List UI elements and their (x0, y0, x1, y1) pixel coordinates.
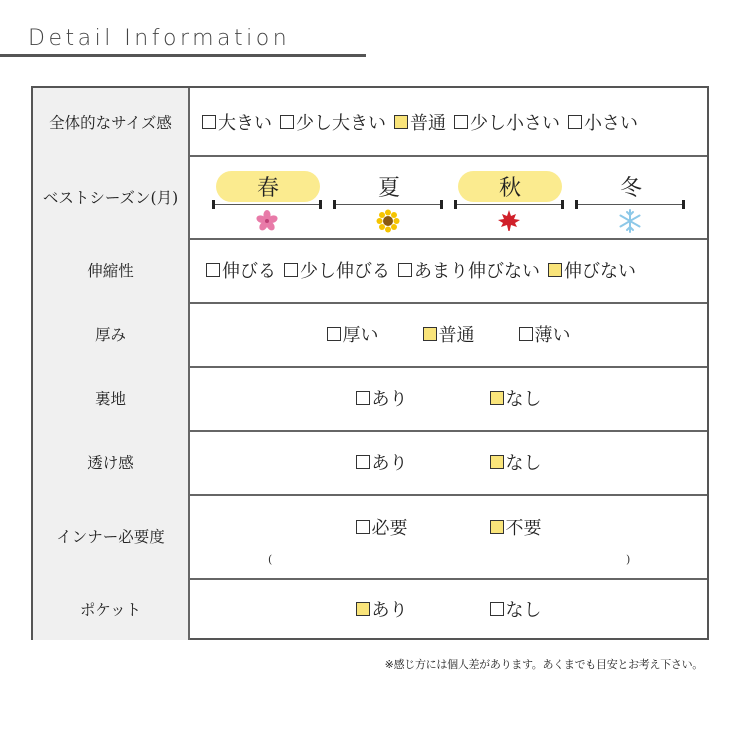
checkbox-checked (394, 115, 408, 129)
season-summer (333, 163, 443, 225)
option-label: 必要 (371, 518, 408, 539)
season-bar (333, 204, 443, 205)
checkbox (284, 263, 298, 277)
season-bar (212, 204, 322, 205)
option-large (202, 109, 272, 135)
row-inner-required (33, 494, 707, 580)
option-not-required (490, 514, 542, 540)
cherry-blossom-icon (255, 209, 279, 233)
row-value (190, 578, 707, 640)
option-slightly-small (454, 109, 560, 135)
option-label: あり (371, 600, 408, 621)
checkbox (568, 115, 582, 129)
season-bar (575, 204, 685, 205)
row-label: 裏地 (33, 366, 190, 430)
option-slightly-large (280, 109, 386, 135)
checkbox-checked (490, 455, 504, 469)
option-label: 伸びる (222, 261, 276, 282)
checkbox-checked (356, 602, 370, 616)
paren-open: ( (268, 553, 273, 566)
checkbox (519, 327, 533, 341)
option-yes (356, 596, 408, 622)
season-spring (212, 163, 322, 225)
option-no-stretch (548, 257, 636, 283)
maple-leaf-icon (497, 209, 521, 233)
disclaimer-note: ※感じ方には個人差があります。あくまでも目安とお考え下さい。 (384, 658, 703, 671)
option-label: なし (505, 453, 542, 474)
option-label: あり (371, 389, 408, 410)
option-thin (519, 321, 571, 347)
season-label: 秋 (458, 171, 562, 202)
option-small (568, 109, 638, 135)
option-barely-stretches (398, 257, 540, 283)
row-value (190, 88, 707, 155)
option-label: 薄い (534, 325, 571, 346)
row-lining (33, 366, 707, 432)
option-required (356, 514, 408, 540)
option-stretches (206, 257, 276, 283)
checkbox (356, 391, 370, 405)
option-label: 少し大きい (296, 112, 386, 134)
checkbox-checked (490, 391, 504, 405)
checkbox-checked (548, 263, 562, 277)
option-label: なし (505, 600, 542, 621)
option-label: 少し伸びる (300, 261, 390, 282)
option-normal (423, 321, 475, 347)
option-label: 少し小さい (470, 112, 560, 134)
season-label: 夏 (377, 176, 400, 201)
row-value (190, 238, 707, 302)
row-label: 伸縮性 (33, 238, 190, 302)
row-label: ポケット (33, 578, 190, 640)
option-label: 不要 (505, 518, 542, 539)
row-value (190, 494, 707, 578)
row-value (190, 155, 707, 238)
option-yes (356, 449, 408, 475)
paren-close: ) (626, 553, 631, 566)
option-label: 伸びない (564, 261, 636, 282)
spec-table (31, 86, 709, 640)
checkbox (280, 115, 294, 129)
row-value (190, 302, 707, 366)
row-label: 透け感 (33, 430, 190, 494)
row-see-through (33, 430, 707, 496)
checkbox (356, 520, 370, 534)
row-thickness (33, 302, 707, 368)
checkbox (490, 602, 504, 616)
option-label: あり (371, 453, 408, 474)
row-size-feel (33, 88, 707, 157)
row-value (190, 366, 707, 430)
row-label: 全体的なサイズ感 (33, 88, 190, 155)
checkbox (202, 115, 216, 129)
row-label: ベストシーズン(月) (33, 155, 190, 238)
season-label: 春 (216, 171, 320, 202)
option-slightly-stretches (284, 257, 390, 283)
row-pocket (33, 578, 707, 640)
season-bar (454, 204, 564, 205)
option-label: 普通 (410, 112, 446, 134)
row-best-season (33, 155, 707, 240)
option-label: 厚い (342, 325, 379, 346)
option-thick (327, 321, 379, 347)
row-label: インナー必要度 (33, 494, 190, 578)
sunflower-icon (376, 209, 400, 233)
season-winter (575, 163, 685, 225)
row-value (190, 430, 707, 494)
season-autumn (454, 163, 564, 225)
checkbox (206, 263, 220, 277)
checkbox-checked (490, 520, 504, 534)
season-label: 冬 (619, 176, 642, 201)
page-title: Detail Information (28, 26, 291, 51)
checkbox (356, 455, 370, 469)
option-label: なし (505, 389, 542, 410)
option-no (490, 449, 542, 475)
snowflake-icon (618, 209, 642, 233)
checkbox (327, 327, 341, 341)
checkbox-checked (423, 327, 437, 341)
option-label: 小さい (584, 112, 638, 134)
option-no (490, 596, 542, 622)
option-yes (356, 385, 408, 411)
row-label: 厚み (33, 302, 190, 366)
option-label: 普通 (438, 325, 475, 346)
row-stretch (33, 238, 707, 304)
option-no (490, 385, 542, 411)
checkbox (398, 263, 412, 277)
title-underline (0, 54, 366, 57)
option-label: あまり伸びない (414, 261, 540, 282)
option-label: 大きい (218, 112, 272, 134)
checkbox (454, 115, 468, 129)
option-normal (394, 109, 446, 135)
